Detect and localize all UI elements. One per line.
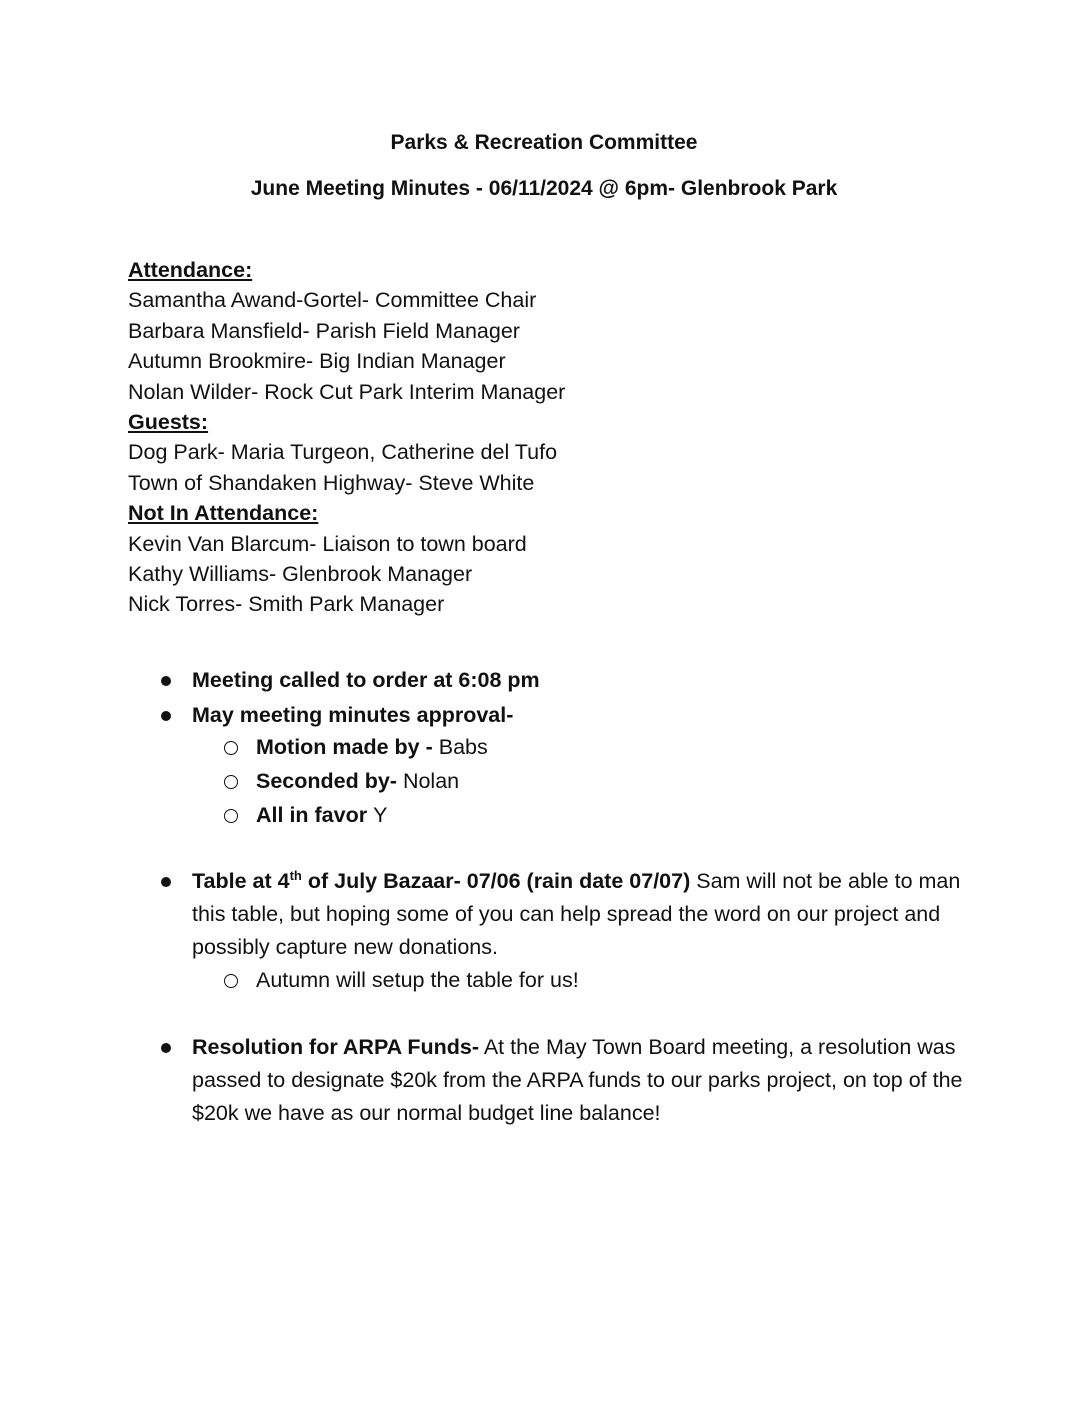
sub-bullet-icon	[224, 974, 238, 988]
sub-bullet-icon	[224, 809, 238, 823]
attendee-item: Barbara Mansfield- Parish Field Manager	[128, 318, 520, 343]
sub-item-seconded	[256, 765, 459, 798]
bazaar-text: Sam will not be able to man this table, but hoping some of you can help spread the word on our project and possibly capture new donations.	[192, 869, 961, 959]
attendance-section	[128, 255, 565, 620]
bazaar-heading-a: Table at 4	[192, 869, 290, 893]
attendee-item: Autumn Brookmire- Big Indian Manager	[128, 349, 506, 374]
attendee-item: Nolan Wilder- Rock Cut Park Interim Manager	[128, 379, 566, 404]
agenda-item-bazaar	[192, 865, 967, 964]
bullet-icon	[161, 676, 171, 686]
seconded-value: Nolan	[402, 769, 460, 793]
sub-item-autumn: Autumn will setup the table for us!	[256, 968, 579, 992]
document-subtitle: June Meeting Minutes - 06/11/2024 @ 6pm- Glenbrook Park	[250, 177, 838, 200]
guest-item: Dog Park- Maria Turgeon, Catherine del Tufo	[128, 440, 558, 465]
attendee-item: Samantha Awand-Gortel- Committee Chair	[128, 288, 537, 313]
sub-item-favor	[256, 799, 387, 832]
motion-value: Babs	[438, 735, 488, 759]
guests-heading: Guests:	[128, 410, 209, 435]
bullet-icon	[161, 711, 171, 721]
absent-item: Kathy Williams- Glenbrook Manager	[128, 562, 473, 587]
not-in-attendance-heading: Not In Attendance:	[128, 501, 319, 526]
minutes-approval-text: May meeting minutes approval-	[192, 703, 514, 727]
bazaar-heading-sup: th	[289, 867, 302, 883]
agenda-item-minutes-approval	[192, 699, 967, 732]
arpa-heading: Resolution for ARPA Funds-	[192, 1035, 480, 1059]
seconded-label: Seconded by-	[256, 769, 403, 793]
attendance-heading: Attendance:	[128, 258, 253, 282]
document-title: Parks & Recreation Committee	[390, 131, 698, 154]
favor-value: Y	[373, 803, 388, 827]
favor-label: All in favor	[256, 803, 374, 827]
bazaar-heading-b: of July Bazaar- 07/06 (rain date 07/07)	[301, 869, 691, 893]
sub-item-motion	[256, 731, 488, 764]
guest-item: Town of Shandaken Highway- Steve White	[128, 470, 535, 495]
motion-label: Motion made by -	[256, 735, 439, 759]
sub-bullet-icon	[224, 775, 238, 789]
sub-bullet-icon	[224, 741, 238, 755]
absent-item: Kevin Van Blarcum- Liaison to town board	[128, 531, 527, 556]
call-to-order-text: Meeting called to order at 6:08 pm	[192, 668, 540, 692]
agenda-item-arpa	[192, 1031, 967, 1130]
bullet-icon	[161, 1043, 171, 1053]
absent-item: Nick Torres- Smith Park Manager	[128, 592, 445, 617]
agenda-item-call-to-order	[192, 664, 967, 697]
bullet-icon	[161, 877, 171, 887]
arpa-text: At the May Town Board meeting, a resolution was passed to designate $20k from the ARPA funds to our parks project, on top of the $20k we have as our normal budget line balance!	[192, 1035, 963, 1125]
